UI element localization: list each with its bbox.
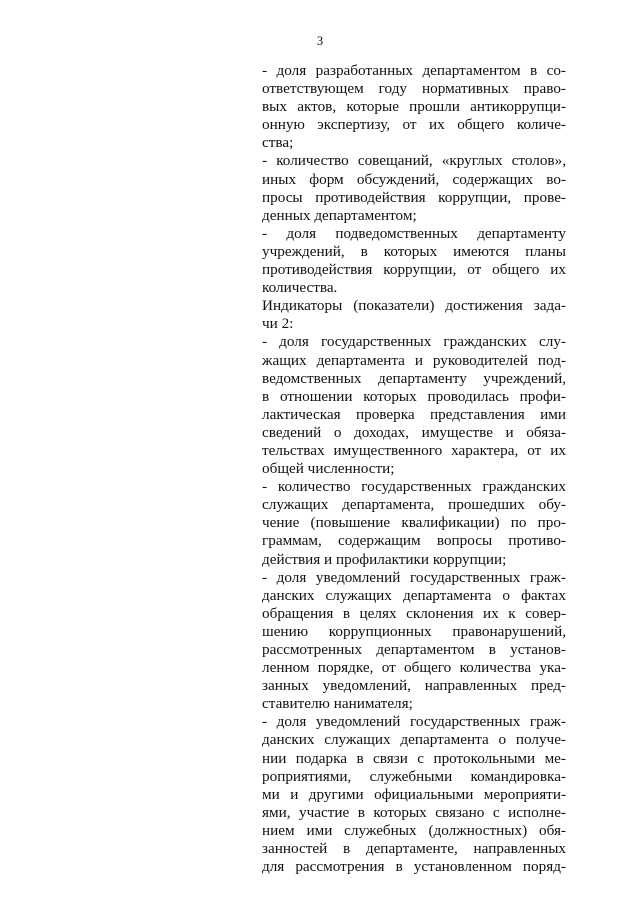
text-line: нии подарка в связи с протокольными ме- xyxy=(262,749,566,767)
text-line: противодействия коррупции, от общего их xyxy=(262,261,566,279)
text-line: просы противодействия коррупции, прове- xyxy=(262,188,566,206)
text-line: роприятиями, служебными командировка- xyxy=(262,767,566,785)
body-text xyxy=(262,62,566,876)
text-line: тельствах имущественного характера, от их xyxy=(262,441,566,459)
text-line: ленном порядке, от общего количества ука- xyxy=(262,659,566,677)
text-line: жащих департамента и руководителей под- xyxy=(262,351,566,369)
text-line: ства; xyxy=(262,134,294,152)
text-line: ями, участие в которых связано с исполне- xyxy=(262,803,566,821)
text-line: данских служащих департамента о получе- xyxy=(262,731,566,749)
text-line: рассмотренных департаментом в установ- xyxy=(262,641,566,658)
text-line: служащих департамента, прошедших обу- xyxy=(262,496,566,514)
text-line: занностей в департаменте, направленных xyxy=(262,840,566,858)
text-line: иных форм обсуждений, содержащих во- xyxy=(262,170,566,188)
paragraph xyxy=(262,333,566,478)
text-line: - доля государственных гражданских слу- xyxy=(262,333,566,351)
text-line: вых актов, которые прошли антикоррупци- xyxy=(262,98,566,116)
text-line: учреждений, в которых имеются планы xyxy=(262,242,566,260)
text-line: общей численности; xyxy=(262,460,395,478)
paragraph xyxy=(262,713,566,876)
text-line: Индикаторы (показатели) достижения зада- xyxy=(262,297,566,315)
paragraph xyxy=(262,297,566,333)
text-line: обращения в целях склонения их к совер- xyxy=(262,604,566,622)
text-line: ответствующем году нормативных право- xyxy=(262,80,566,98)
text-line: - количество государственных гражданских xyxy=(262,478,566,496)
text-line: ми и другими официальными мероприяти- xyxy=(262,785,566,803)
text-line: лактическая проверка представления ими xyxy=(262,405,566,423)
text-line: - доля уведомлений государственных граж- xyxy=(262,568,566,586)
paragraph xyxy=(262,569,566,714)
paragraph xyxy=(262,62,566,152)
text-line: количества. xyxy=(262,279,338,297)
text-line: чи 2: xyxy=(262,315,294,333)
page-number: 3 xyxy=(316,34,324,48)
text-line: денных департаментом; xyxy=(262,206,417,224)
text-line: шению коррупционных правонарушений, xyxy=(262,622,566,640)
text-line: действия и профилактики коррупции; xyxy=(262,550,507,568)
paragraph xyxy=(262,478,566,568)
text-line: - доля разработанных департаментом в со- xyxy=(262,62,566,79)
paragraph xyxy=(262,225,566,297)
text-line: ставителю нанимателя; xyxy=(262,695,413,713)
text-line: - доля подведомственных департаменту xyxy=(262,224,566,242)
text-line: ведомственных департаменту учреждений, xyxy=(262,369,566,387)
text-line: - доля уведомлений государственных граж- xyxy=(262,713,566,731)
text-line: - количество совещаний, «круглых столов», xyxy=(262,152,566,170)
text-line: нием ими служебных (должностных) обя- xyxy=(262,821,566,839)
paragraph xyxy=(262,152,566,224)
text-line: чение (повышение квалификации) по про- xyxy=(262,514,566,532)
text-line: онную экспертизу, от их общего количе- xyxy=(262,116,566,134)
text-line: для рассмотрения в установленном поряд- xyxy=(262,858,566,876)
text-line: граммам, содержащим вопросы противо- xyxy=(262,532,566,550)
text-line: занных уведомлений, направленных пред- xyxy=(262,677,566,695)
text-line: данских служащих департамента о фактах xyxy=(262,586,566,604)
text-line: в отношении которых проводилась профи- xyxy=(262,387,566,405)
text-line: сведений о доходах, имуществе и обяза- xyxy=(262,423,566,441)
